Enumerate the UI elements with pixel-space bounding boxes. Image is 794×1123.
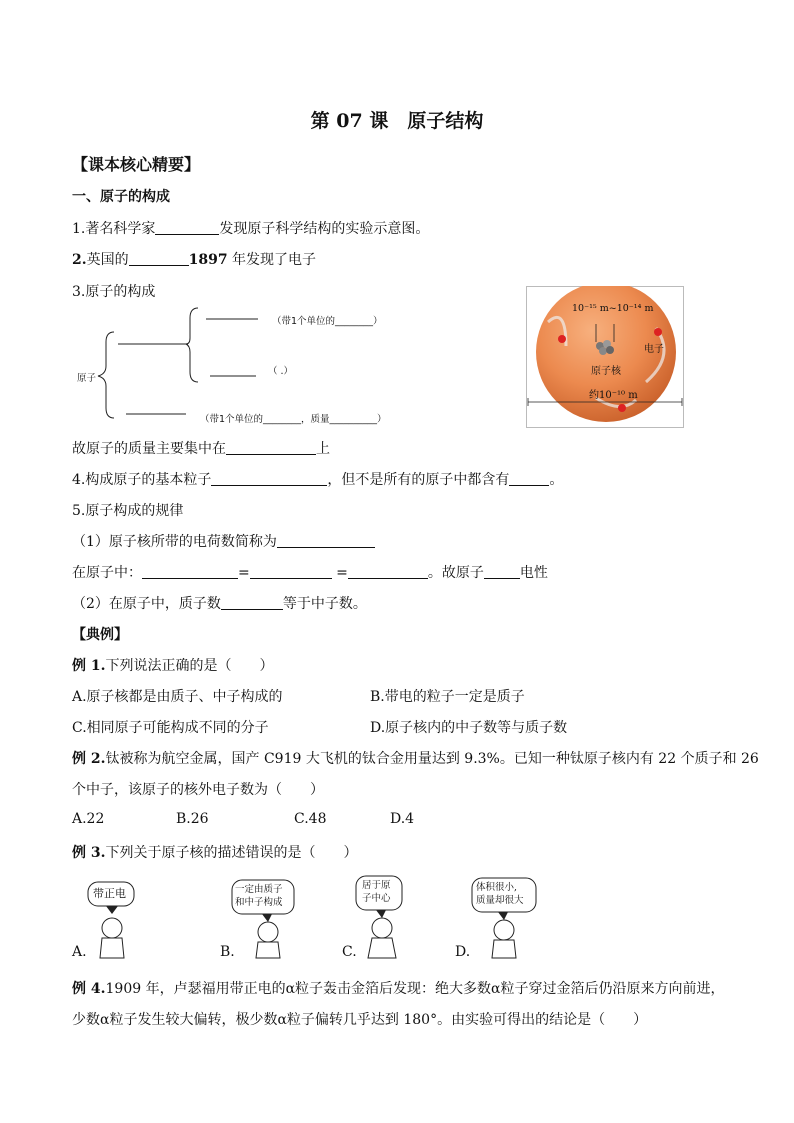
ex1-option-d[interactable]: D.原子核内的中子数等与质子数	[370, 720, 568, 736]
q5-eq-blank-3[interactable]	[348, 564, 428, 579]
question-2	[72, 249, 316, 269]
tree-root: 原子	[77, 373, 97, 384]
q1-suffix: 发现原子科学结构的实验示意图。	[219, 221, 430, 237]
ex3-label: 例 3.	[72, 845, 106, 861]
q4-suffix: 。	[549, 472, 564, 488]
section-header: 【课本核心精要】	[72, 155, 201, 174]
mass-suffix: 上	[316, 441, 330, 457]
question-5-equation	[72, 562, 548, 582]
electron-label: 电子	[644, 344, 664, 355]
q2-year: 1897	[188, 252, 228, 268]
question-3: 3.原子的构成	[72, 284, 156, 300]
q5-eq-blank-2[interactable]	[250, 564, 332, 579]
tree-note-2: （ .）	[268, 366, 294, 377]
q5-1-text: （1）原子核所带的电荷数简称为	[72, 534, 277, 550]
example-4-line-1	[72, 978, 725, 998]
ex2-label: 例 2.	[72, 751, 106, 767]
electron-dot	[654, 328, 662, 336]
q4-mid: ，但不是所有的原子中都含有	[327, 472, 510, 488]
bubble-b-text: 一定由质子 和中子构成	[235, 884, 283, 908]
mass-blank[interactable]	[226, 440, 316, 455]
q5-2-prefix: （2）在原子中，质子数	[72, 596, 221, 612]
ex4-label: 例 4.	[72, 981, 106, 997]
question-4	[72, 469, 563, 489]
q4-blank-1[interactable]	[211, 471, 327, 486]
question-5-2	[72, 593, 367, 613]
bubble-a-text: 带正电	[93, 887, 126, 900]
q5-2-blank[interactable]	[221, 595, 283, 610]
q2-mid: 英国的	[86, 252, 129, 268]
question-1	[72, 218, 429, 238]
atom-size-label: 约10⁻¹⁰ m	[589, 390, 638, 401]
q2-prefix: 2.	[72, 252, 87, 268]
q5-1-blank[interactable]	[277, 533, 375, 548]
ex3-option-c[interactable]: C.	[342, 944, 357, 960]
bubble-d-text: 体积很小, 质量却很大	[476, 882, 524, 906]
example-1-stem	[72, 655, 274, 675]
electron-dot	[558, 335, 566, 343]
tree-note-1: （带1个单位的________）	[272, 316, 383, 327]
bubble-c-text: 居于原 子中心	[362, 880, 391, 904]
ex2-line1: 钛被称为航空金属，国产 C919 大飞机的钛合金用量达到 9.3%。已知一种钛原子核内有 22 个质子和 26	[105, 751, 759, 767]
part1-heading: 一、原子的构成	[72, 189, 170, 205]
ex3-option-b[interactable]: B.	[220, 944, 235, 960]
ex1-option-c[interactable]: C.相同原子可能构成不同的分子	[72, 720, 269, 736]
q5-eq-sign-1: =	[238, 565, 250, 581]
q5-eq-blank-4[interactable]	[484, 564, 520, 579]
nucleus-size-label: 10⁻¹⁵ m~10⁻¹⁴ m	[572, 303, 654, 314]
example-4-line-2: 少数α粒子发生较大偏转，极少数α粒子偏转几乎达到 180°。由实验可得出的结论是（ ）	[72, 1012, 648, 1028]
page-title: 第 07 课 原子结构	[310, 110, 484, 132]
example-2-line-1	[72, 748, 759, 768]
ex1-option-a[interactable]: A.原子核都是由质子、中子构成的	[72, 689, 283, 705]
example-2-line-2: 个中子，该原子的核外电子数为（ ）	[72, 782, 324, 798]
ex2-option-a[interactable]: A.22	[72, 811, 105, 827]
ex1-stem: 下列说法正确的是（ ）	[105, 658, 274, 674]
question-5-1	[72, 531, 375, 551]
q2-blank[interactable]	[129, 251, 189, 266]
example-3-stem	[72, 842, 358, 862]
q5-eq-sign-2: =	[331, 565, 348, 581]
ex4-line1: 1909 年，卢瑟福用带正电的α粒子轰击金箔后发现：绝大多数α粒子穿过金箔后仍沿原来方向前进，	[105, 981, 725, 997]
q5-eq-prefix: 在原子中：	[72, 565, 142, 581]
ex2-option-c[interactable]: C.48	[294, 811, 327, 827]
cartoon-figures	[100, 918, 516, 958]
ex3-option-d[interactable]: D.	[455, 944, 471, 960]
q5-eq-blank-1[interactable]	[142, 564, 238, 579]
ex2-option-b[interactable]: B.26	[176, 811, 209, 827]
ex1-label: 例 1.	[72, 658, 106, 674]
ex1-option-b[interactable]: B.带电的粒子一定是质子	[370, 689, 525, 705]
question-5: 5.原子构成的规律	[72, 503, 184, 519]
ex3-option-a[interactable]: A.	[72, 944, 87, 960]
mass-statement	[72, 438, 330, 458]
ex2-option-d[interactable]: D.4	[390, 811, 415, 827]
q4-blank-2[interactable]	[509, 471, 549, 486]
q5-eq-suffix: 电性	[519, 565, 548, 581]
electron-dot	[618, 404, 626, 412]
q1-blank[interactable]	[155, 220, 219, 235]
q5-2-suffix: 等于中子数。	[282, 596, 367, 612]
q2-suffix: 年发现了电子	[227, 252, 317, 268]
q5-eq-mid: 。故原子	[427, 565, 484, 581]
ex3-stem: 下列关于原子核的描述错误的是（ ）	[105, 845, 358, 861]
examples-header: 【典例】	[72, 627, 128, 643]
tree-note-3: （带1个单位的________，质量__________）	[200, 414, 387, 425]
q4-prefix: 4.构成原子的基本粒子	[72, 472, 212, 488]
q1-prefix: 1.著名科学家	[72, 221, 156, 237]
nucleus-label: 原子核	[591, 366, 621, 377]
mass-prefix: 故原子的质量主要集中在	[72, 441, 226, 457]
